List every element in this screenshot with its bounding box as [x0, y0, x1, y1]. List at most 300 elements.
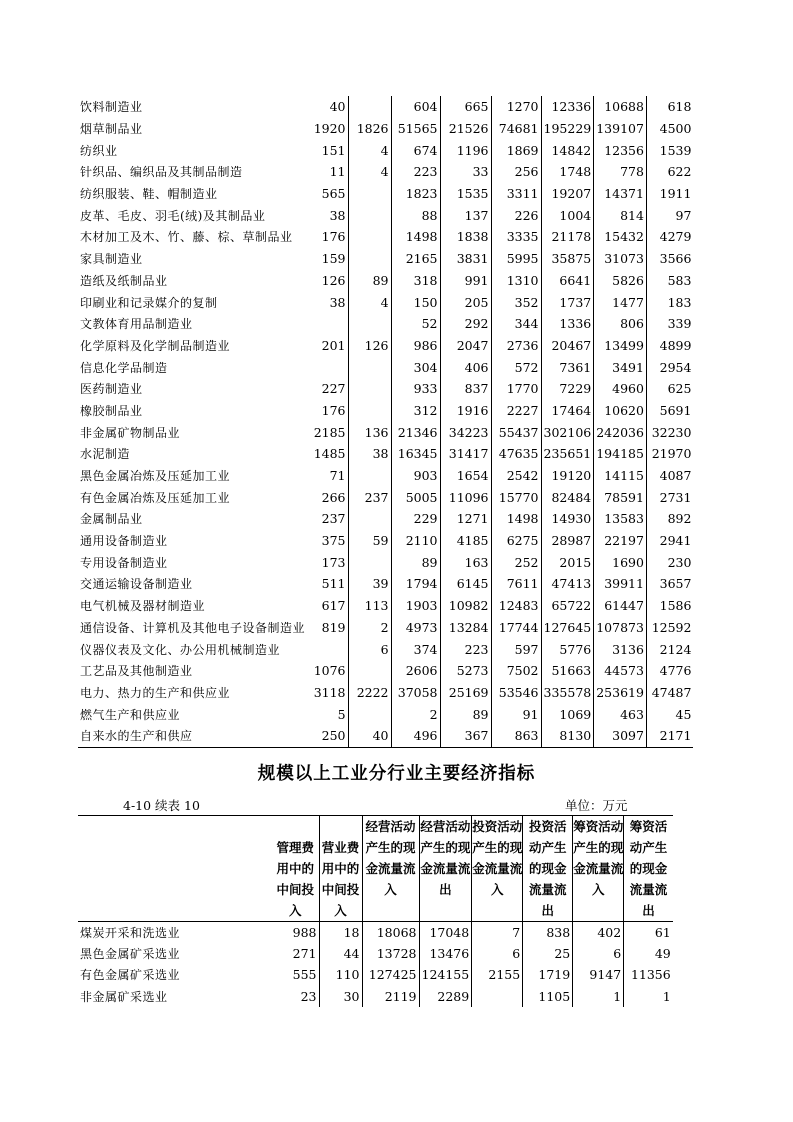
table-row [78, 986, 673, 1007]
value-cell: 618 [667, 99, 692, 115]
value-cell: 2015 [541, 551, 594, 573]
value-cell: 2119 [362, 986, 419, 1007]
value-cell: 37058 [391, 682, 440, 704]
value-cell: 3491 [594, 356, 647, 378]
value-cell: 16345 [391, 443, 440, 465]
row-label: 饮料制造业 [80, 100, 143, 115]
value-cell: 18 [319, 922, 362, 944]
value-cell: 176 [307, 400, 348, 422]
value-cell: 14115 [594, 465, 647, 487]
row-label: 黑色金属矿采选业 [80, 947, 181, 962]
value-cell: 89 [440, 703, 491, 725]
table-row [78, 400, 693, 422]
value-cell: 1748 [541, 161, 594, 183]
value-cell: 13284 [440, 617, 491, 639]
value-cell: 814 [594, 204, 647, 226]
row-label: 烟草制品业 [80, 122, 143, 137]
value-cell: 2047 [440, 335, 491, 357]
value-cell: 235651 [541, 443, 594, 465]
value-cell [348, 703, 391, 725]
value-cell: 31417 [440, 443, 491, 465]
header-row [78, 816, 673, 922]
value-cell: 2606 [391, 660, 440, 682]
value-cell: 14371 [594, 183, 647, 205]
value-cell: 318 [391, 270, 440, 292]
value-cell: 7 [472, 922, 523, 944]
value-cell: 12356 [594, 139, 647, 161]
value-cell: 252 [491, 551, 541, 573]
value-cell: 32230 [651, 424, 692, 440]
value-cell: 15770 [491, 486, 541, 508]
value-cell: 13728 [362, 943, 419, 964]
value-cell: 250 [307, 725, 348, 747]
table-row [78, 335, 693, 357]
value-cell: 205 [440, 291, 491, 313]
row-label: 金属制品业 [80, 512, 143, 527]
value-cell [348, 660, 391, 682]
value-cell: 2165 [391, 248, 440, 270]
value-cell: 374 [391, 638, 440, 660]
value-cell: 597 [491, 638, 541, 660]
value-cell [348, 551, 391, 573]
value-cell: 4 [348, 161, 391, 183]
value-cell: 933 [391, 378, 440, 400]
header-fin-inflow: 筹资活动产生的现金流量流入 [573, 819, 624, 897]
row-label: 造纸及纸制品业 [80, 273, 168, 288]
table-row [78, 638, 693, 660]
value-cell: 1920 [307, 118, 348, 140]
value-cell: 47413 [541, 573, 594, 595]
value-cell: 30 [319, 986, 362, 1007]
value-cell: 38 [307, 291, 348, 313]
value-cell: 988 [272, 922, 319, 944]
value-cell: 565 [307, 183, 348, 205]
unit-label: 单位：万元 [565, 798, 628, 813]
table-row [78, 922, 673, 944]
value-cell: 229 [391, 508, 440, 530]
row-label: 燃气生产和供应业 [80, 707, 181, 722]
value-cell: 1903 [391, 595, 440, 617]
value-cell: 1654 [440, 465, 491, 487]
value-cell: 838 [523, 922, 573, 944]
value-cell: 3831 [440, 248, 491, 270]
value-cell: 344 [491, 313, 541, 335]
value-cell: 1485 [307, 443, 348, 465]
value-cell: 51565 [391, 118, 440, 140]
value-cell: 11 [307, 161, 348, 183]
table-row [78, 486, 693, 508]
value-cell: 97 [675, 207, 692, 223]
value-cell: 583 [667, 272, 692, 288]
value-cell: 12336 [541, 96, 594, 118]
value-cell: 1794 [391, 573, 440, 595]
table-row [78, 183, 693, 205]
row-label: 黑色金属冶炼及压延加工业 [80, 469, 231, 484]
row-label: 电力、热力的生产和供应业 [80, 685, 231, 700]
value-cell: 339 [667, 316, 692, 332]
table-row [78, 161, 693, 183]
table-row [78, 682, 693, 704]
table-row [78, 617, 693, 639]
row-label: 纺织业 [80, 143, 118, 158]
value-cell: 4960 [594, 378, 647, 400]
value-cell: 25 [523, 943, 573, 964]
value-cell: 49 [654, 946, 671, 962]
row-label: 非金属矿采选业 [80, 989, 168, 1004]
value-cell [348, 465, 391, 487]
value-cell: 625 [667, 381, 692, 397]
value-cell: 1586 [659, 598, 692, 614]
header-cell [523, 816, 573, 922]
value-cell: 2155 [472, 964, 523, 985]
value-cell: 665 [440, 96, 491, 118]
value-cell: 778 [594, 161, 647, 183]
value-cell: 991 [440, 270, 491, 292]
value-cell: 61447 [594, 595, 647, 617]
value-cell: 21970 [651, 446, 692, 462]
top-data-table [78, 96, 693, 748]
value-cell: 3097 [594, 725, 647, 747]
value-cell: 4185 [440, 530, 491, 552]
row-label: 非金属矿物制品业 [80, 425, 181, 440]
table-row [78, 443, 693, 465]
table-row [78, 248, 693, 270]
value-cell: 5776 [541, 638, 594, 660]
value-cell: 65722 [541, 595, 594, 617]
value-cell: 2171 [646, 725, 693, 747]
value-cell: 256 [491, 161, 541, 183]
value-cell: 266 [307, 486, 348, 508]
value-cell: 511 [307, 573, 348, 595]
header-mgmt-expense: 管理费用中的中间投入 [276, 840, 314, 918]
value-cell: 2941 [659, 533, 692, 549]
value-cell: 335578 [541, 682, 594, 704]
header-inv-outflow: 投资活动产生的现金流量流出 [528, 819, 567, 918]
value-cell: 47635 [491, 443, 541, 465]
value-cell: 40 [348, 725, 391, 747]
value-cell: 31073 [594, 248, 647, 270]
value-cell: 4 [348, 139, 391, 161]
value-cell: 88 [391, 204, 440, 226]
value-cell [348, 183, 391, 205]
row-label: 针织品、编织品及其制品制造 [80, 165, 243, 180]
value-cell: 2 [391, 703, 440, 725]
value-cell: 127425 [362, 964, 419, 985]
value-cell: 11356 [630, 967, 671, 983]
value-cell: 5826 [594, 270, 647, 292]
header-op-inflow: 经营活动产生的现金流量流入 [365, 819, 416, 897]
value-cell: 2 [348, 617, 391, 639]
row-label: 家具制造业 [80, 252, 143, 267]
value-cell: 151 [307, 139, 348, 161]
value-cell: 82484 [541, 486, 594, 508]
value-cell: 51663 [541, 660, 594, 682]
value-cell: 139107 [594, 118, 647, 140]
value-cell: 17744 [491, 617, 541, 639]
table-row [78, 551, 693, 573]
value-cell: 4 [348, 291, 391, 313]
value-cell: 5 [307, 703, 348, 725]
value-cell: 463 [594, 703, 647, 725]
value-cell: 406 [440, 356, 491, 378]
row-label: 专用设备制造业 [80, 555, 168, 570]
value-cell: 13499 [594, 335, 647, 357]
value-cell [307, 313, 348, 335]
row-label: 有色金属冶炼及压延加工业 [80, 490, 231, 505]
value-cell: 6275 [491, 530, 541, 552]
value-cell: 1069 [541, 703, 594, 725]
table-row [78, 703, 693, 725]
value-cell: 1105 [523, 986, 573, 1007]
value-cell: 23 [272, 986, 319, 1007]
value-cell: 1719 [523, 964, 573, 985]
value-cell [472, 986, 523, 1007]
value-cell: 39 [348, 573, 391, 595]
value-cell: 4973 [391, 617, 440, 639]
value-cell: 237 [307, 508, 348, 530]
value-cell: 201 [307, 335, 348, 357]
value-cell: 25169 [440, 682, 491, 704]
value-cell: 622 [667, 164, 692, 180]
table-row [78, 96, 693, 118]
value-cell: 12592 [651, 619, 692, 635]
table-row [78, 204, 693, 226]
row-label: 医药制造业 [80, 382, 143, 397]
value-cell: 38 [307, 204, 348, 226]
value-cell: 195229 [541, 118, 594, 140]
value-cell: 1838 [440, 226, 491, 248]
value-cell [348, 400, 391, 422]
value-cell: 5691 [659, 402, 692, 418]
value-cell: 903 [391, 465, 440, 487]
value-cell: 39911 [594, 573, 647, 595]
value-cell: 1196 [440, 139, 491, 161]
value-cell: 44573 [594, 660, 647, 682]
value-cell [348, 96, 391, 118]
value-cell: 1737 [541, 291, 594, 313]
value-cell: 136 [348, 421, 391, 443]
value-cell [307, 356, 348, 378]
value-cell: 4500 [659, 121, 692, 137]
value-cell: 173 [307, 551, 348, 573]
value-cell: 242036 [594, 421, 647, 443]
value-cell: 2542 [491, 465, 541, 487]
value-cell: 176 [307, 226, 348, 248]
value-cell: 2124 [659, 641, 692, 657]
header-cell [362, 816, 419, 922]
value-cell: 7361 [541, 356, 594, 378]
value-cell: 1477 [594, 291, 647, 313]
value-cell: 230 [667, 554, 692, 570]
value-cell: 2185 [307, 421, 348, 443]
header-blank [78, 816, 272, 922]
value-cell: 19120 [541, 465, 594, 487]
table-row [78, 291, 693, 313]
value-cell: 496 [391, 725, 440, 747]
value-cell: 7229 [541, 378, 594, 400]
value-cell: 6145 [440, 573, 491, 595]
value-cell: 2954 [659, 359, 692, 375]
value-cell: 302106 [541, 421, 594, 443]
table-row [78, 660, 693, 682]
table-row [78, 356, 693, 378]
value-cell: 9147 [573, 964, 624, 985]
value-cell: 194185 [594, 443, 647, 465]
table-row [78, 313, 693, 335]
value-cell: 4776 [659, 663, 692, 679]
value-cell: 1911 [659, 186, 692, 202]
value-cell: 1310 [491, 270, 541, 292]
table-row [78, 270, 693, 292]
value-cell: 819 [307, 617, 348, 639]
value-cell: 1076 [307, 660, 348, 682]
value-cell: 674 [391, 139, 440, 161]
value-cell: 1770 [491, 378, 541, 400]
value-cell: 3335 [491, 226, 541, 248]
value-cell: 223 [440, 638, 491, 660]
table-row [78, 378, 693, 400]
value-cell [348, 356, 391, 378]
value-cell: 3566 [659, 251, 692, 267]
value-cell: 10620 [594, 400, 647, 422]
row-label: 交通运输设备制造业 [80, 577, 193, 592]
value-cell: 22197 [594, 530, 647, 552]
value-cell: 3136 [594, 638, 647, 660]
table-row [78, 943, 673, 964]
value-cell: 14930 [541, 508, 594, 530]
table-number: 4-10 续表 10 [123, 798, 200, 813]
table-title: 规模以上工业分行业主要经济指标 [257, 764, 536, 784]
value-cell: 61 [654, 925, 671, 941]
header-cell [573, 816, 624, 922]
table-row [78, 573, 693, 595]
value-cell: 19207 [541, 183, 594, 205]
value-cell [348, 248, 391, 270]
header-inv-inflow: 投资活动产生的现金流量流入 [472, 819, 523, 897]
row-label: 印刷业和记录媒介的复制 [80, 295, 218, 310]
value-cell: 312 [391, 400, 440, 422]
header-cell [272, 816, 319, 922]
value-cell: 14842 [541, 139, 594, 161]
row-label: 橡胶制品业 [80, 403, 143, 418]
header-cell [319, 816, 362, 922]
header-sales-expense: 营业费用中的中间投入 [321, 840, 360, 918]
table-row [78, 964, 673, 985]
value-cell: 1826 [348, 118, 391, 140]
value-cell: 5005 [391, 486, 440, 508]
value-cell: 5995 [491, 248, 541, 270]
value-cell: 21526 [440, 118, 491, 140]
value-cell: 28987 [541, 530, 594, 552]
value-cell: 183 [667, 294, 692, 310]
value-cell: 18068 [362, 922, 419, 944]
value-cell: 113 [348, 595, 391, 617]
value-cell: 107873 [594, 617, 647, 639]
value-cell: 837 [440, 378, 491, 400]
value-cell: 2227 [491, 400, 541, 422]
table-row [78, 139, 693, 161]
value-cell: 71 [307, 465, 348, 487]
value-cell: 35875 [541, 248, 594, 270]
value-cell [348, 313, 391, 335]
row-label: 木材加工及木、竹、藤、棕、草制品业 [80, 230, 293, 245]
value-cell: 10982 [440, 595, 491, 617]
table-row [78, 118, 693, 140]
row-label: 文教体育用品制造业 [80, 317, 193, 332]
value-cell: 2222 [348, 682, 391, 704]
value-cell: 150 [391, 291, 440, 313]
value-cell: 1336 [541, 313, 594, 335]
row-label: 通信设备、计算机及其他电子设备制造业 [80, 620, 306, 635]
value-cell: 137 [440, 204, 491, 226]
value-cell: 21178 [541, 226, 594, 248]
value-cell: 110 [319, 964, 362, 985]
value-cell [348, 226, 391, 248]
value-cell [307, 638, 348, 660]
value-cell: 1498 [391, 226, 440, 248]
value-cell: 89 [391, 551, 440, 573]
value-cell: 572 [491, 356, 541, 378]
value-cell: 604 [391, 96, 440, 118]
row-label: 皮革、毛皮、羽毛(绒)及其制品业 [80, 208, 266, 223]
table-row [78, 530, 693, 552]
value-cell: 59 [348, 530, 391, 552]
value-cell [348, 204, 391, 226]
value-cell: 402 [573, 922, 624, 944]
value-cell: 126 [307, 270, 348, 292]
value-cell: 1535 [440, 183, 491, 205]
row-label: 电气机械及器材制造业 [80, 599, 206, 614]
value-cell: 159 [307, 248, 348, 270]
value-cell: 223 [391, 161, 440, 183]
value-cell: 17048 [419, 922, 472, 944]
bottom-data-table [78, 815, 673, 1007]
value-cell: 1869 [491, 139, 541, 161]
header-op-outflow: 经营活动产生的现金流量流出 [420, 819, 471, 897]
value-cell: 806 [594, 313, 647, 335]
value-cell: 40 [307, 96, 348, 118]
row-label: 纺织服装、鞋、帽制造业 [80, 187, 218, 202]
row-label: 仪器仪表及文化、办公用机械制造业 [80, 642, 281, 657]
value-cell: 7502 [491, 660, 541, 682]
value-cell: 1004 [541, 204, 594, 226]
value-cell: 8130 [541, 725, 594, 747]
value-cell: 78591 [594, 486, 647, 508]
table-row [78, 465, 693, 487]
value-cell: 6 [472, 943, 523, 964]
row-label: 信息化学品制造 [80, 360, 168, 375]
row-label: 水泥制造 [80, 447, 131, 462]
row-label: 煤炭开采和洗选业 [80, 926, 181, 941]
value-cell: 1539 [659, 142, 692, 158]
value-cell: 13583 [594, 508, 647, 530]
row-label: 有色金属矿采选业 [80, 968, 181, 983]
table-row [78, 226, 693, 248]
value-cell: 53546 [491, 682, 541, 704]
value-cell: 126 [348, 335, 391, 357]
row-label: 化学原料及化学制品制造业 [80, 338, 231, 353]
value-cell: 2731 [659, 489, 692, 505]
value-cell: 55437 [491, 421, 541, 443]
value-cell: 617 [307, 595, 348, 617]
value-cell: 52 [391, 313, 440, 335]
header-cell [624, 816, 673, 922]
row-label: 工艺品及其他制造业 [80, 664, 193, 679]
value-cell: 6641 [541, 270, 594, 292]
value-cell: 4899 [659, 337, 692, 353]
value-cell: 375 [307, 530, 348, 552]
value-cell: 555 [272, 964, 319, 985]
